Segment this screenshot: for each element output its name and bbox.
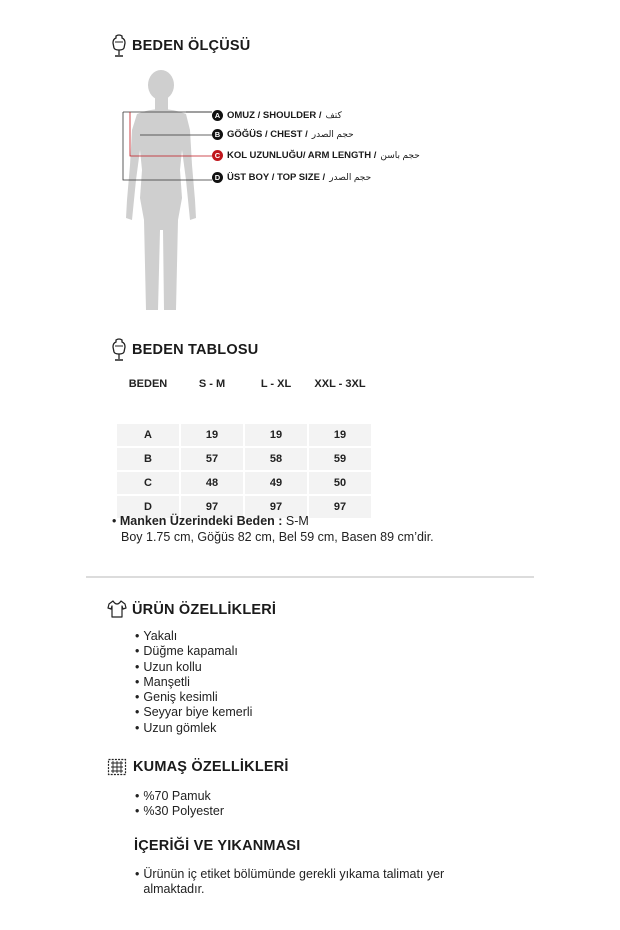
model-info-label: Manken Üzerindeki Beden : [119,514,283,528]
table-cell: 19 [245,424,307,446]
table-cell: 49 [245,472,307,494]
table-cell: 58 [245,448,307,470]
measure-badge: D [212,172,223,183]
size-table-header-row [117,372,371,396]
measure-row-d [212,172,371,183]
table-cell: 97 [309,496,371,518]
size-table-header: S - M [198,378,226,390]
list-item: • Geniş kesimli [135,690,252,705]
measurement-lines [118,108,218,184]
measure-row-a [212,110,342,121]
measure-badge: B [212,129,223,140]
list-item: • Yakalı [135,629,252,644]
size-table-header: BEDEN [128,378,168,390]
table-cell: 50 [309,472,371,494]
measure-label: ÜST BOY / TOP SIZE / [227,172,326,183]
measure-label: OMUZ / SHOULDER / [227,110,322,121]
product-features-list [135,629,252,736]
list-item: • Manşetli [135,675,252,690]
mannequin-icon [110,34,128,63]
table-cell: 19 [309,424,371,446]
table-cell: 48 [181,472,243,494]
list-item: • %70 Pamuk [135,789,224,804]
size-table-title: BEDEN TABLOSU [132,342,259,358]
size-table-header: XXL - 3XL [314,378,366,390]
model-info-size: S-M [285,514,309,528]
list-item: • %30 Polyester [135,804,224,819]
table-row [117,472,371,494]
measure-label-arabic: حجم الصدر [329,172,372,182]
table-cell: 19 [181,424,243,446]
measure-row-c [212,150,420,161]
table-cell: 57 [181,448,243,470]
measure-row-b [212,129,354,140]
list-item: • Uzun gömlek [135,721,252,736]
fabric-features-list [135,789,224,820]
measure-label-arabic: كتف [325,110,342,120]
measure-label: GÖĞÜS / CHEST / [227,129,308,140]
size-table-header: L - XL [260,378,292,390]
measure-badge: C [212,150,223,161]
table-cell: 97 [245,496,307,518]
table-row-label: B [117,448,179,470]
table-row [117,424,371,446]
table-row-label: D [117,496,179,518]
product-features-title: ÜRÜN ÖZELLİKLERİ [132,602,277,618]
bullet: • [112,514,117,528]
table-cell: 59 [309,448,371,470]
care-text-body: Ürünün iç etiket bölümünde gerekli yıkama talimatı yer almaktadır. [143,867,445,896]
mannequin-icon [110,338,128,367]
measure-label: KOL UZUNLUĞU/ ARM LENGTH / [227,150,377,161]
fabric-features-title: KUMAŞ ÖZELLİKLERİ [133,759,289,775]
table-cell: 97 [181,496,243,518]
measure-label-arabic: حجم باسن [380,150,420,160]
care-title: İÇERİĞİ VE YIKANMASI [134,838,301,854]
table-row-label: C [117,472,179,494]
list-item: • Seyyar biye kemerli [135,705,252,720]
measure-label-arabic: حجم الصدر [311,129,354,139]
table-row [117,448,371,470]
care-text [135,867,495,897]
fabric-icon [107,758,127,781]
size-guide-title: BEDEN ÖLÇÜSÜ [132,38,251,54]
model-info [112,514,309,528]
tshirt-icon [107,600,127,623]
table-row-label: A [117,424,179,446]
bullet: • [135,867,140,881]
model-info-details: Boy 1.75 cm, Göğüs 82 cm, Bel 59 cm, Basen 89 cm’dir. [121,530,434,544]
section-divider [86,576,534,578]
size-table [115,370,373,520]
measure-badge: A [212,110,223,121]
list-item: • Uzun kollu [135,660,252,675]
list-item: • Düğme kapamalı [135,644,252,659]
